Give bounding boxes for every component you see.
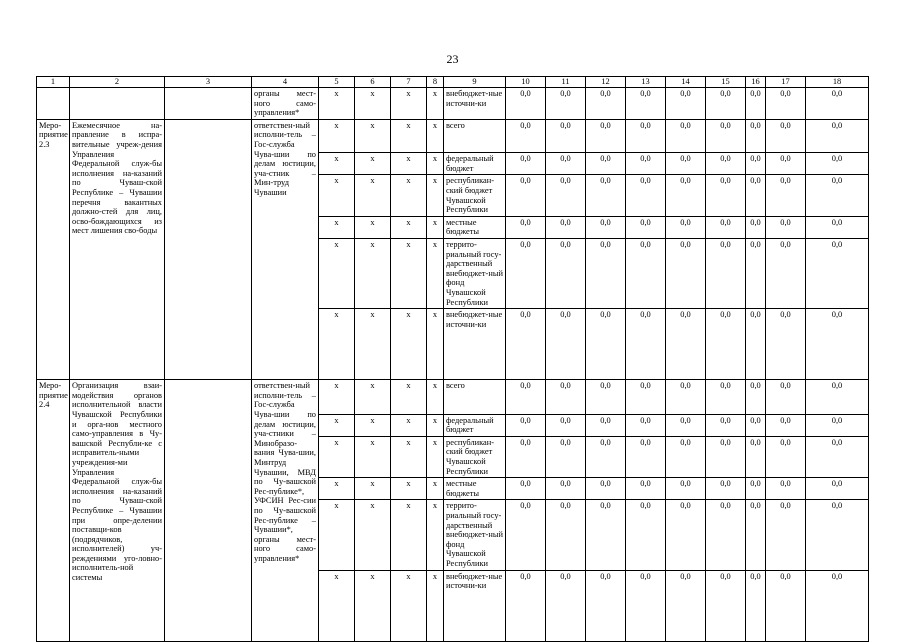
x-mark: x	[355, 119, 391, 153]
value-cell: 0,0	[546, 216, 586, 238]
x-mark: x	[355, 309, 391, 380]
column-number: 6	[355, 77, 391, 88]
value-cell: 0,0	[666, 436, 706, 477]
value-cell: 0,0	[546, 414, 586, 436]
value-cell: 0,0	[746, 216, 766, 238]
value-cell: 0,0	[746, 414, 766, 436]
value-cell: 0,0	[666, 478, 706, 500]
value-cell: 0,0	[626, 436, 666, 477]
value-cell: 0,0	[546, 119, 586, 153]
value-cell: 0,0	[546, 500, 586, 570]
x-mark: x	[427, 153, 444, 175]
value-cell: 0,0	[706, 478, 746, 500]
column-number: 3	[165, 77, 252, 88]
value-cell: 0,0	[806, 239, 869, 309]
x-mark: x	[319, 570, 355, 641]
source-cell: всего	[444, 380, 506, 415]
value-cell: 0,0	[626, 88, 666, 120]
value-cell: 0,0	[626, 175, 666, 216]
x-mark: x	[319, 239, 355, 309]
x-mark: x	[355, 414, 391, 436]
x-mark: x	[427, 216, 444, 238]
source-cell: республикан-ский бюджет Чувашской Республики	[444, 175, 506, 216]
x-mark: x	[391, 216, 427, 238]
x-mark: x	[391, 380, 427, 415]
column-number: 18	[806, 77, 869, 88]
value-cell: 0,0	[546, 309, 586, 380]
column-number: 7	[391, 77, 427, 88]
value-cell: 0,0	[766, 153, 806, 175]
measure-executor: ответствен-ный исполни-тель – Гос-служба Чува-шии по делам юстиции, уча-стники – Минобразо-вания Чува-шии, Минтруд Чувашии, МВД по Чу-вашской Рес-публике*, УФСИН Рес-сии по Чу-вашской Рес-публике – Чувашии*, органы мест-ного само-управления*	[252, 380, 319, 641]
x-mark: x	[355, 216, 391, 238]
column-number: 8	[427, 77, 444, 88]
column-number: 11	[546, 77, 586, 88]
value-cell: 0,0	[806, 175, 869, 216]
source-cell: внебюджет-ные источни-ки	[444, 88, 506, 120]
value-cell: 0,0	[746, 119, 766, 153]
x-mark: x	[391, 478, 427, 500]
value-cell: 0,0	[746, 309, 766, 380]
column-number: 12	[586, 77, 626, 88]
column-number: 14	[666, 77, 706, 88]
x-mark: x	[427, 380, 444, 415]
value-cell: 0,0	[766, 570, 806, 641]
value-cell: 0,0	[546, 570, 586, 641]
table-row	[37, 119, 869, 153]
value-cell: 0,0	[626, 119, 666, 153]
x-mark: x	[427, 478, 444, 500]
x-mark: x	[391, 309, 427, 380]
measure-description: Ежемесячное на-правление в испра-вительные учреж-дения Управления Федеральной служ-бы исполнения на-казаний по Чуваш-ской Республике – Чувашии перечня вакантных должно-стей для лиц, осво-бождающихся из мест лишения сво-боды	[70, 119, 165, 379]
x-mark: x	[319, 119, 355, 153]
value-cell: 0,0	[706, 570, 746, 641]
value-cell: 0,0	[746, 239, 766, 309]
value-cell: 0,0	[506, 216, 546, 238]
value-cell: 0,0	[506, 309, 546, 380]
source-cell: местные бюджеты	[444, 216, 506, 238]
value-cell: 0,0	[626, 216, 666, 238]
x-mark: x	[319, 88, 355, 120]
value-cell: 0,0	[586, 88, 626, 120]
value-cell: 0,0	[586, 309, 626, 380]
measure-label: Меро-приятие 2.3	[37, 119, 70, 379]
value-cell: 0,0	[766, 239, 806, 309]
source-cell: террито-риальный госу-дарственный внебюджет-ный фонд Чувашской Республики	[444, 500, 506, 570]
value-cell: 0,0	[586, 414, 626, 436]
header-row	[37, 77, 869, 88]
value-cell: 0,0	[806, 216, 869, 238]
value-cell: 0,0	[506, 380, 546, 415]
x-mark: x	[319, 153, 355, 175]
x-mark: x	[355, 570, 391, 641]
value-cell: 0,0	[626, 309, 666, 380]
x-mark: x	[427, 175, 444, 216]
x-mark: x	[427, 500, 444, 570]
measure-description-cell	[70, 88, 165, 120]
value-cell: 0,0	[626, 239, 666, 309]
x-mark: x	[427, 436, 444, 477]
value-cell: 0,0	[586, 216, 626, 238]
value-cell: 0,0	[766, 216, 806, 238]
table-row	[37, 88, 869, 120]
value-cell: 0,0	[546, 153, 586, 175]
x-mark: x	[355, 239, 391, 309]
column-number: 10	[506, 77, 546, 88]
value-cell: 0,0	[626, 478, 666, 500]
value-cell: 0,0	[746, 436, 766, 477]
value-cell: 0,0	[666, 216, 706, 238]
value-cell: 0,0	[546, 88, 586, 120]
value-cell: 0,0	[586, 570, 626, 641]
value-cell: 0,0	[506, 239, 546, 309]
program-table-wrapper	[36, 76, 868, 642]
value-cell: 0,0	[766, 500, 806, 570]
x-mark: x	[319, 478, 355, 500]
x-mark: x	[391, 570, 427, 641]
measure-description: Организация взаи-модействия органов исполнительной власти Чувашской Республики и орга-нов местного само-управления в Чу-вашской Республи-ке с исправитель-ными учреждения-ми Управления Федеральной служ-бы исполнения на-казаний по Чуваш-ской Республике – Чувашии при опре-делении поставщи-ков (подрядчиков, исполнителей) уч-реждениями уго-ловно-исполнитель-ной системы	[70, 380, 165, 641]
value-cell: 0,0	[626, 500, 666, 570]
value-cell: 0,0	[586, 239, 626, 309]
value-cell: 0,0	[586, 478, 626, 500]
value-cell: 0,0	[506, 570, 546, 641]
x-mark: x	[355, 175, 391, 216]
value-cell: 0,0	[506, 414, 546, 436]
value-cell: 0,0	[706, 88, 746, 120]
x-mark: x	[427, 88, 444, 120]
x-mark: x	[391, 500, 427, 570]
value-cell: 0,0	[806, 119, 869, 153]
value-cell: 0,0	[546, 436, 586, 477]
x-mark: x	[355, 500, 391, 570]
value-cell: 0,0	[586, 119, 626, 153]
x-mark: x	[427, 414, 444, 436]
source-cell: федеральный бюджет	[444, 153, 506, 175]
x-mark: x	[355, 436, 391, 477]
value-cell: 0,0	[626, 570, 666, 641]
value-cell: 0,0	[806, 436, 869, 477]
value-cell: 0,0	[706, 500, 746, 570]
value-cell: 0,0	[806, 153, 869, 175]
value-cell: 0,0	[506, 478, 546, 500]
value-cell: 0,0	[666, 309, 706, 380]
x-mark: x	[319, 309, 355, 380]
x-mark: x	[319, 500, 355, 570]
value-cell: 0,0	[806, 88, 869, 120]
column-number: 1	[37, 77, 70, 88]
value-cell: 0,0	[586, 500, 626, 570]
measure-executor: ответствен-ный исполни-тель – Гос-служба Чува-шии по делам юстиции, уча-стник – Мин-труд Чувашии	[252, 119, 319, 379]
x-mark: x	[391, 88, 427, 120]
value-cell: 0,0	[666, 500, 706, 570]
value-cell: 0,0	[706, 309, 746, 380]
source-cell: местные бюджеты	[444, 478, 506, 500]
program-table-body	[37, 77, 869, 642]
executor-cell: органы мест-ного само-управления*	[252, 88, 319, 120]
x-mark: x	[355, 153, 391, 175]
value-cell: 0,0	[666, 88, 706, 120]
table-row	[37, 380, 869, 415]
value-cell: 0,0	[666, 380, 706, 415]
source-cell: федеральный бюджет	[444, 414, 506, 436]
empty-cell	[165, 380, 252, 641]
value-cell: 0,0	[806, 500, 869, 570]
x-mark: x	[391, 436, 427, 477]
value-cell: 0,0	[706, 414, 746, 436]
value-cell: 0,0	[546, 478, 586, 500]
value-cell: 0,0	[766, 414, 806, 436]
value-cell: 0,0	[806, 380, 869, 415]
x-mark: x	[391, 239, 427, 309]
value-cell: 0,0	[746, 175, 766, 216]
value-cell: 0,0	[706, 436, 746, 477]
value-cell: 0,0	[766, 478, 806, 500]
source-cell: внебюджет-ные источни-ки	[444, 309, 506, 380]
value-cell: 0,0	[706, 239, 746, 309]
value-cell: 0,0	[626, 414, 666, 436]
value-cell: 0,0	[506, 500, 546, 570]
value-cell: 0,0	[666, 175, 706, 216]
value-cell: 0,0	[706, 380, 746, 415]
value-cell: 0,0	[706, 119, 746, 153]
value-cell: 0,0	[806, 309, 869, 380]
program-table	[36, 76, 869, 642]
source-cell: республикан-ский бюджет Чувашской Республики	[444, 436, 506, 477]
value-cell: 0,0	[766, 175, 806, 216]
value-cell: 0,0	[626, 380, 666, 415]
value-cell: 0,0	[766, 380, 806, 415]
value-cell: 0,0	[666, 119, 706, 153]
value-cell: 0,0	[666, 570, 706, 641]
x-mark: x	[319, 216, 355, 238]
column-number: 13	[626, 77, 666, 88]
value-cell: 0,0	[806, 478, 869, 500]
column-number: 5	[319, 77, 355, 88]
x-mark: x	[391, 119, 427, 153]
value-cell: 0,0	[586, 380, 626, 415]
value-cell: 0,0	[706, 175, 746, 216]
value-cell: 0,0	[666, 239, 706, 309]
x-mark: x	[319, 414, 355, 436]
value-cell: 0,0	[766, 88, 806, 120]
x-mark: x	[391, 414, 427, 436]
empty-cell	[165, 119, 252, 379]
value-cell: 0,0	[626, 153, 666, 175]
value-cell: 0,0	[506, 175, 546, 216]
source-cell: террито-риальный госу-дарственный внебюджет-ный фонд Чувашской Республики	[444, 239, 506, 309]
value-cell: 0,0	[586, 436, 626, 477]
value-cell: 0,0	[506, 119, 546, 153]
x-mark: x	[427, 309, 444, 380]
column-number: 9	[444, 77, 506, 88]
x-mark: x	[319, 380, 355, 415]
column-number: 2	[70, 77, 165, 88]
value-cell: 0,0	[666, 414, 706, 436]
column-number: 15	[706, 77, 746, 88]
value-cell: 0,0	[546, 239, 586, 309]
value-cell: 0,0	[806, 570, 869, 641]
value-cell: 0,0	[746, 88, 766, 120]
x-mark: x	[319, 175, 355, 216]
measure-label: Меро-приятие 2.4	[37, 380, 70, 641]
page-number: 23	[446, 52, 459, 66]
x-mark: x	[355, 88, 391, 120]
value-cell: 0,0	[586, 153, 626, 175]
value-cell: 0,0	[586, 175, 626, 216]
column-number: 17	[766, 77, 806, 88]
value-cell: 0,0	[766, 119, 806, 153]
x-mark: x	[427, 239, 444, 309]
x-mark: x	[427, 119, 444, 153]
measure-label-cell	[37, 88, 70, 120]
value-cell: 0,0	[746, 500, 766, 570]
empty-cell	[165, 88, 252, 120]
column-number: 16	[746, 77, 766, 88]
value-cell: 0,0	[766, 309, 806, 380]
value-cell: 0,0	[746, 570, 766, 641]
value-cell: 0,0	[506, 436, 546, 477]
value-cell: 0,0	[706, 216, 746, 238]
column-number: 4	[252, 77, 319, 88]
x-mark: x	[391, 175, 427, 216]
value-cell: 0,0	[746, 153, 766, 175]
x-mark: x	[319, 436, 355, 477]
value-cell: 0,0	[546, 380, 586, 415]
x-mark: x	[391, 153, 427, 175]
value-cell: 0,0	[666, 153, 706, 175]
source-cell: внебюджет-ные источни-ки	[444, 570, 506, 641]
source-cell: всего	[444, 119, 506, 153]
value-cell: 0,0	[706, 153, 746, 175]
x-mark: x	[355, 380, 391, 415]
value-cell: 0,0	[806, 414, 869, 436]
value-cell: 0,0	[546, 175, 586, 216]
x-mark: x	[427, 570, 444, 641]
value-cell: 0,0	[766, 436, 806, 477]
value-cell: 0,0	[746, 380, 766, 415]
value-cell: 0,0	[506, 153, 546, 175]
value-cell: 0,0	[506, 88, 546, 120]
value-cell: 0,0	[746, 478, 766, 500]
x-mark: x	[355, 478, 391, 500]
